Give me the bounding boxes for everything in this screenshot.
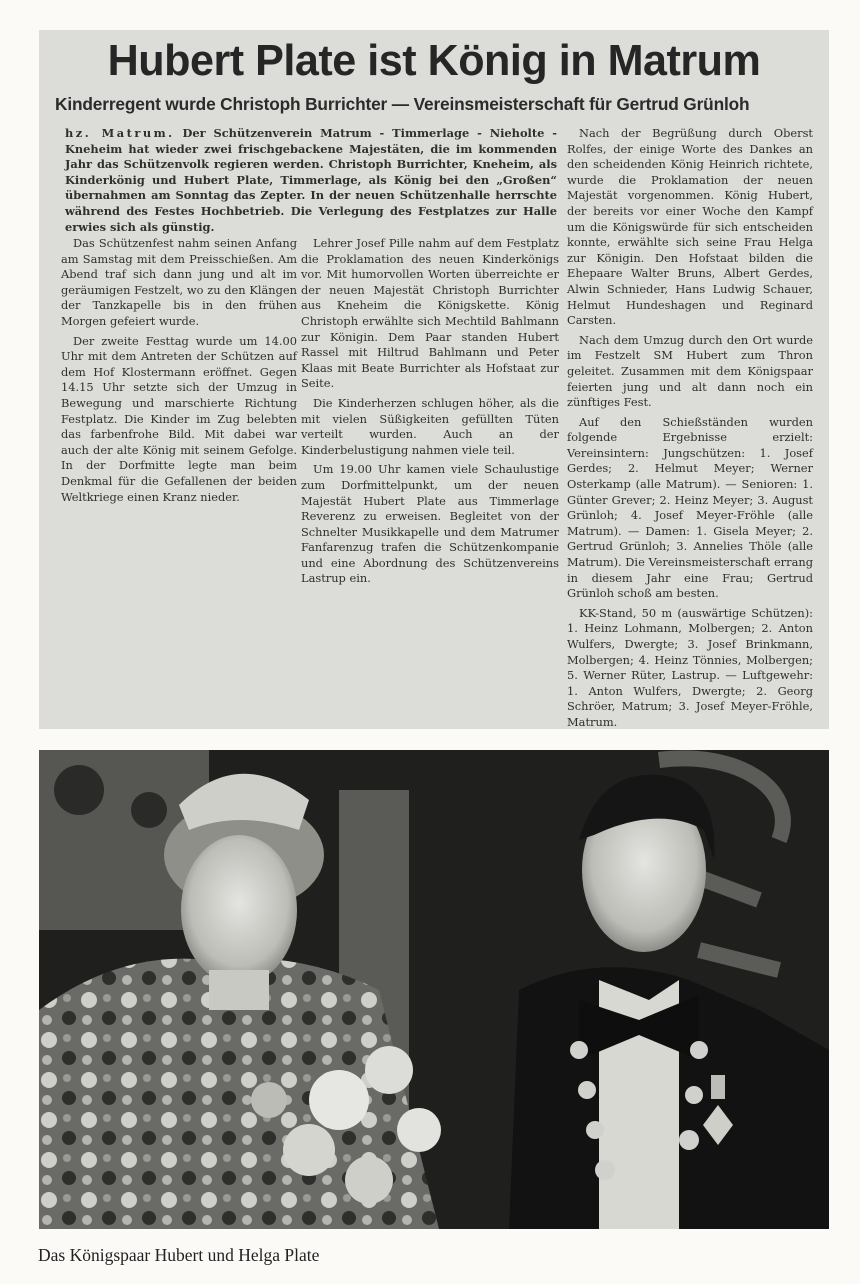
headline: Hubert Plate ist König in Matrum [107, 36, 761, 85]
paragraph: Um 19.00 Uhr kamen viele Schaulustige zum Dorfmittelpunkt, um der neuen Majestät Hubert Plate aus Timmerlage Reverenz zu erweisen. Begleitet von der Schnelter Musikkapelle und dem Matrumer Fanfarenzug trafen die Schützenkompanie und eine Abordnung des Schützenvereins Lastrup ein. [301, 462, 559, 586]
royal-couple-photo [39, 750, 829, 1229]
paragraph: Das Schützenfest nahm seinen Anfang am Samstag mit dem Preisschießen. Am Abend traf sich dann jung und alt im geräumigen Festzelt, wo zu den Klängen der Tanzkapelle bis in den frühen Morgen gefeiert wurde. [61, 236, 297, 328]
photo-illustration [39, 750, 829, 1229]
dateline: hz. Matrum. [65, 126, 175, 140]
newspaper-clipping [39, 30, 829, 729]
paragraph: Nach dem Umzug durch den Ort wurde im Festzelt SM Hubert zum Thron geleitet. Zusammen mit dem Königspaar feierten jung und alt dann noch ein zünftiges Fest. [567, 332, 813, 410]
paragraph: Die Kinderherzen schlugen höher, als die mit vielen Süßigkeiten gefüllten Tüten verteilt wurden. Auch an der Kinderbelustigung nahmen viele teil. [301, 395, 559, 457]
article-column-2 [301, 236, 559, 591]
article-column-1 [61, 236, 297, 509]
paragraph: KK-Stand, 50 m (auswärtige Schützen): 1. Heinz Lohmann, Molbergen; 2. Anton Wulfers, Dwergte; 3. Josef Brinkmann, Molbergen; 4. Heinz Tönnies, Molbergen; 5. Werner Rüter, Lastrup. — Luftgewehr: 1. Anton Wulfers, Dwergte; 2. Georg Schröer, Matrum; 3. Josef Meyer-Fröhle, Matrum. [567, 605, 813, 729]
article-column-3 [567, 126, 813, 735]
lead-text: Der Schützenverein Matrum - Timmerlage - Nieholte - Kneheim hat wieder zwei frischgebackene Majestäten, die im kommenden Jahr das Schützenvolk regieren werden. Christoph Burrichter, Kneheim, als Kinderkönig und Hubert Plate, Timmerlage, als König bei den „Großen“ übernahmen am Sonntag das Zepter. In der neuen Schützenhalle herrschte während des Festes Hochbetrieb. Die Verlegung des Festplatzes zur Halle erwies sich als günstig. [65, 126, 557, 234]
paragraph: Nach der Begrüßung durch Oberst Rolfes, der einige Worte des Dankes an den scheidenden König Heinrich richtete, wurde die Proklamation der neuen Majestät vorgenommen. König Hubert, der bereits vor einer Woche den Kampf um die Königswürde für sich entscheiden konnte, erwählte sich seine Frau Helga zur Königin. Den Hofstaat bilden die Ehepaare Walter Bruns, Albert Gerdes, Alwin Schnieder, Hans Ludwig Schauer, Helmut Hundeshagen und Reginard Carsten. [567, 126, 813, 328]
subheadline: Kinderregent wurde Christoph Burrichter — Vereinsmeisterschaft für Gertrud Grünloh [55, 94, 750, 114]
paragraph: Auf den Schießständen wurden folgende Ergebnisse erzielt: Vereinsintern: Jungschützen: 1. Josef Gerdes; 2. Helmut Meyer; Werner Osterkamp (alle Matrum). — Senioren: 1. Günter Grever; 2. Heinz Meyer; 3. August Grünloh; 4. Josef Meyer-Fröhle (alle Matrum). — Damen: 1. Gisela Meyer; 2. Gertrud Grünloh; 3. Annelies Thöle (alle Matrum). Die Vereinsmeisterschaft errang in diesem Jahr eine Frau; Gertrud Grünloh schoß am besten. [567, 414, 813, 601]
lead-paragraph [65, 126, 557, 235]
paragraph: Lehrer Josef Pille nahm auf dem Festplatz die Proklamation des neuen Kinderkönigs vor. Mit humorvollen Worten überreichte er der neuen Majestät Christoph Burrichter aus Kneheim die Königskette. König Christoph erwählte sich Mechtild Bahlmann zur Königin. Dem Paar standen Hubert Rassel mit Hiltrud Bahlmann und Peter Klaas mit Beate Burrichter als Hofstaat zur Seite. [301, 236, 559, 391]
paragraph: Der zweite Festtag wurde um 14.00 Uhr mit dem Antreten der Schützen auf dem Hof Klostermann eröffnet. Gegen 14.15 Uhr setzte sich der Umzug in Bewegung und marschierte Richtung Festplatz. Die Kinder im Zug belebten das farbenfrohe Bild. Mit dabei war auch der alte König mit seinem Gefolge. In der Dorfmitte legte man beim Denkmal für die Gefallenen der beiden Weltkriege einen Kranz nieder. [61, 333, 297, 504]
photo-caption: Das Königspaar Hubert und Helga Plate [38, 1245, 320, 1265]
woman-face [181, 835, 297, 985]
